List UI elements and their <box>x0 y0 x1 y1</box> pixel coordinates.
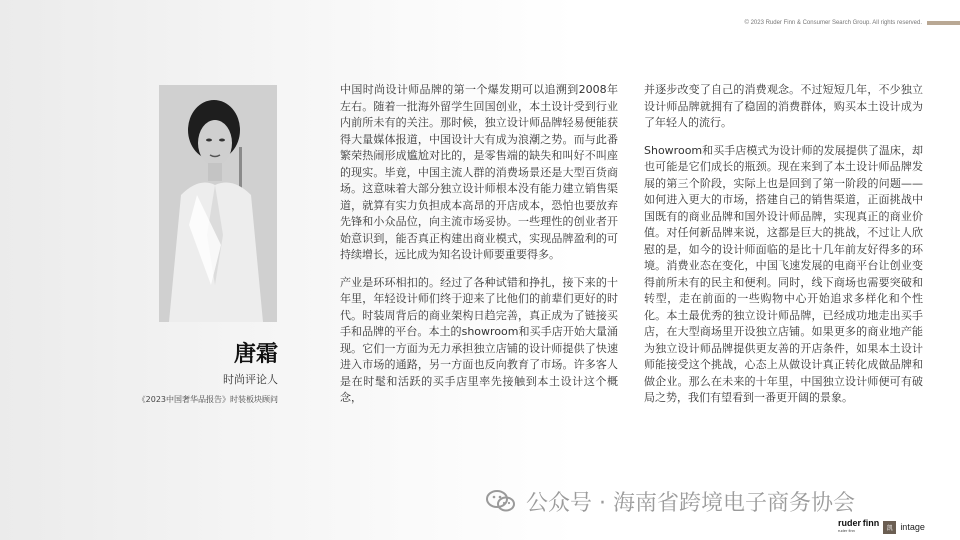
profile-role: 时尚评论人 <box>223 373 278 386</box>
csg-logo: 凯 <box>883 521 896 534</box>
intage-logo: intage <box>900 522 925 532</box>
article-column-1 <box>340 82 618 418</box>
portrait-photo <box>159 85 277 322</box>
portrait-illustration <box>159 85 277 322</box>
paragraph: 中国时尚设计师品牌的第一个爆发期可以追溯到2008年左右。随着一批海外留学生回国创业，本土设计受到行业内前所未有的关注。那时候，独立设计师品牌轻易便能获得大量媒体报道，中国设计大有成为浪潮之势。而与此番繁荣热闹形成尴尬对比的，是零售端的缺失和叫好不叫座的现实。毕竟，中国主流人群的消费场景还是大型百货商场。这意味着大部分独立设计师根本没有能力建立销售渠道，就算有实力负担成本高昂的开店成本，恐怕也要放弃先锋和小众品位，向主流市场妥协。一些理性的创业者开始意识到，能否真正构建出商业模式，实现品牌盈利的可持续增长，远比成为知名设计师要重要得多。 <box>340 83 618 261</box>
paragraph: Showroom和买手店模式为设计师的发展提供了温床，却也可能是它们成长的瓶颈。现在来到了本土设计师品牌发展的第三个阶段，实际上也是回到了第一阶段的问题——如何进入更大的市场，搭建自己的销售渠道，正面挑战中国既有的商业品牌和国外设计师品牌，实现真正的商业价值。对任何新品牌来说，这都是巨大的挑战，不过让人欣慰的是，如今的设计师面临的是比十几年前友好得多的环境。消费业态在变化，中国飞速发展的电商平台让创业变得前所未有的民主和便利。同时，线下商场也需要突破和转型，走在前面的一些购物中心开始追求多样化和个性化。本土最优秀的独立设计师品牌，已经成功地走出买手店，在大型商场里开设独立店铺。如果更多的商业地产能为独立设计师品牌提供更友善的开店条件，如果本土设计师能接受这个挑战，心态上从做设计真正转化成做品牌和做企业。那么在未来的十年里，中国独立设计师便可有破局之势，我们有望看到一番更开阔的景象。 <box>644 143 923 404</box>
footer-logos <box>838 518 954 536</box>
copyright-text: © 2023 Ruder Finn & Consumer Search Group. All rights reserved. <box>744 20 922 26</box>
paragraph: 产业是环环相扣的。经过了各种试错和挣扎，接下来的十年里，年轻设计师们终于迎来了比他们的前辈们更好的时代。时装周背后的商业架构日趋完善，真正成为了链接买手和品牌的平台。本土的showroom和买手店开始大量涌现。它们一方面为无力承担独立店铺的设计师提供了快速进入市场的通路，另一方面也反向教育了市场。许多客人是在时髦和活跃的买手店里率先接触到本土设计这个概念， <box>340 275 618 404</box>
paragraph: 并逐步改变了自己的消费观念。不过短短几年，不少独立设计师品牌就拥有了稳固的消费群体，购买本土设计成为了年轻人的流行。 <box>644 83 923 129</box>
profile-affiliation: 《2023中国奢华品报告》时装板块顾问 <box>137 395 278 404</box>
article-column-2 <box>644 82 923 418</box>
watermark-text: 公众号 · 海南省跨境电子商务协会 <box>526 490 855 516</box>
header-accent-bar <box>927 21 960 25</box>
watermark <box>486 486 855 516</box>
ruderfinn-logo: ruder finn ruder finn <box>838 518 880 533</box>
profile-name: 唐霜 <box>233 342 278 367</box>
wechat-icon <box>486 488 516 514</box>
